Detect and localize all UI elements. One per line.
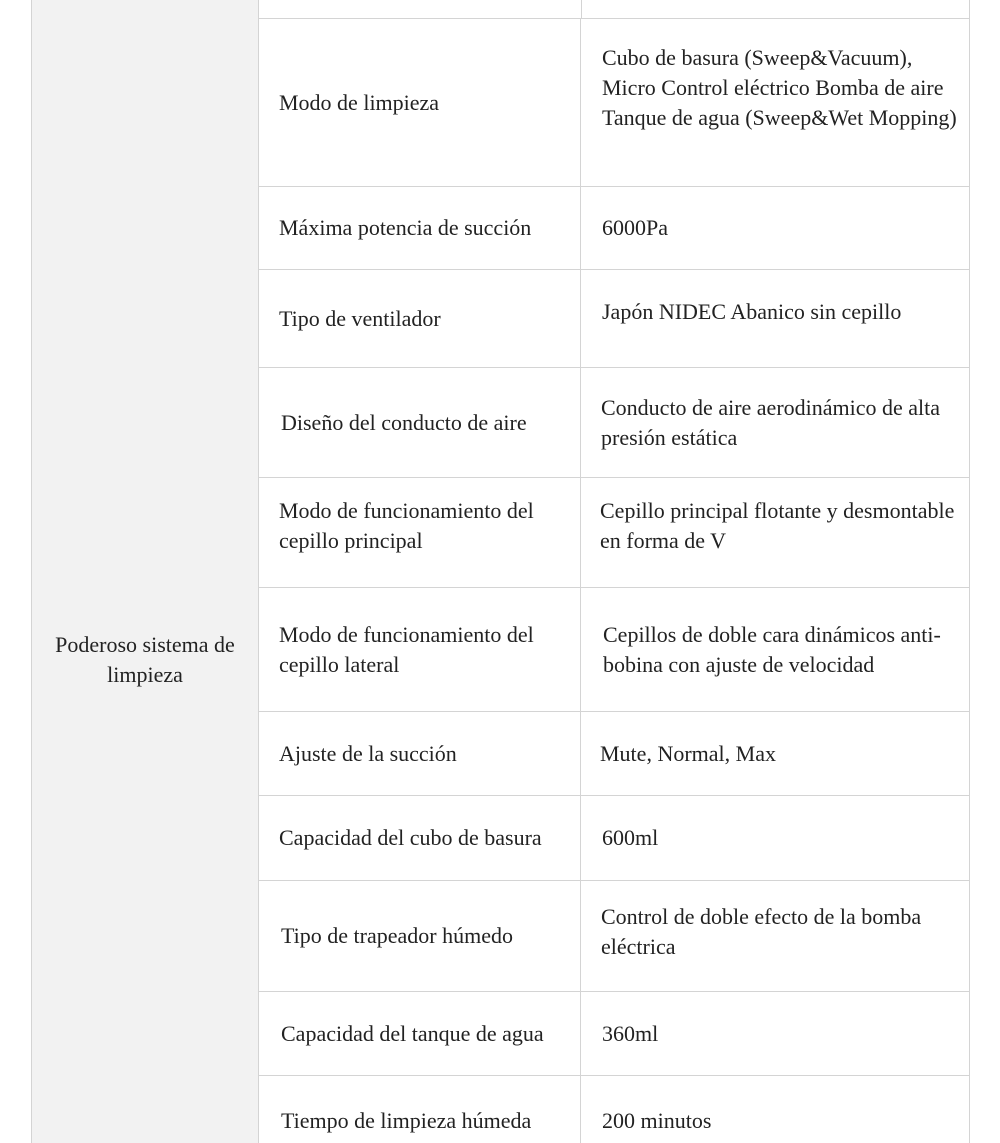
spec-value: Cubo de basura (Sweep&Vacuum), Micro Control eléctrico Bomba de aire Tanque de agua (Sweep&Wet Mopping) <box>602 45 957 130</box>
spec-row-air-duct <box>259 368 969 478</box>
spec-table <box>31 0 970 1143</box>
spec-value: 6000Pa <box>602 215 668 240</box>
spec-label: Modo de funcionamiento del cepillo principal <box>259 478 581 587</box>
spec-value: 200 minutos <box>602 1108 712 1133</box>
column-divider <box>581 0 582 18</box>
spec-row-cleaning-mode <box>259 19 969 187</box>
spec-row-suction-power <box>259 187 969 270</box>
spec-rows <box>259 19 969 1143</box>
spec-label: Tiempo de limpieza húmeda <box>259 1076 581 1143</box>
spec-label: Modo de funcionamiento del cepillo lateral <box>259 588 581 711</box>
spec-value: Conducto de aire aerodinámico de alta presión estática <box>601 394 941 450</box>
spec-label: Capacidad del tanque de agua <box>259 992 581 1075</box>
spec-label: Capacidad del cubo de basura <box>259 796 581 880</box>
spec-row-side-brush <box>259 588 969 712</box>
spec-value: 600ml <box>602 825 659 850</box>
spec-value: Mute, Normal, Max <box>600 740 776 766</box>
spec-row-main-brush <box>259 478 969 588</box>
spec-label: Máxima potencia de succión <box>259 187 581 269</box>
spec-row-wet-cleaning-time <box>259 1076 969 1143</box>
spec-row-water-tank-capacity <box>259 992 969 1076</box>
category-column <box>32 0 259 1143</box>
spec-row-wet-mop-type <box>259 881 969 992</box>
spec-label: Tipo de trapeador húmedo <box>259 881 581 991</box>
spec-label: Tipo de ventilador <box>259 270 581 367</box>
spec-value: Japón NIDEC Abanico sin cepillo <box>602 298 902 324</box>
spec-row-fan-type <box>259 270 969 368</box>
spec-label: Modo de limpieza <box>259 19 581 186</box>
spec-value: 360ml <box>602 1020 659 1046</box>
spec-value: Cepillos de doble cara dinámicos anti-bobina con ajuste de velocidad <box>603 621 941 677</box>
spec-row-dustbin-capacity <box>259 796 969 881</box>
spec-label: Ajuste de la succión <box>259 712 581 795</box>
category-label: Poderoso sistema de limpieza <box>55 632 235 687</box>
spec-label: Diseño del conducto de aire <box>259 368 581 477</box>
spec-row-suction-adjust <box>259 712 969 796</box>
spec-value: Cepillo principal flotante y desmontable en forma de V <box>600 497 955 553</box>
spec-value: Control de doble efecto de la bomba eléctrica <box>601 904 922 959</box>
